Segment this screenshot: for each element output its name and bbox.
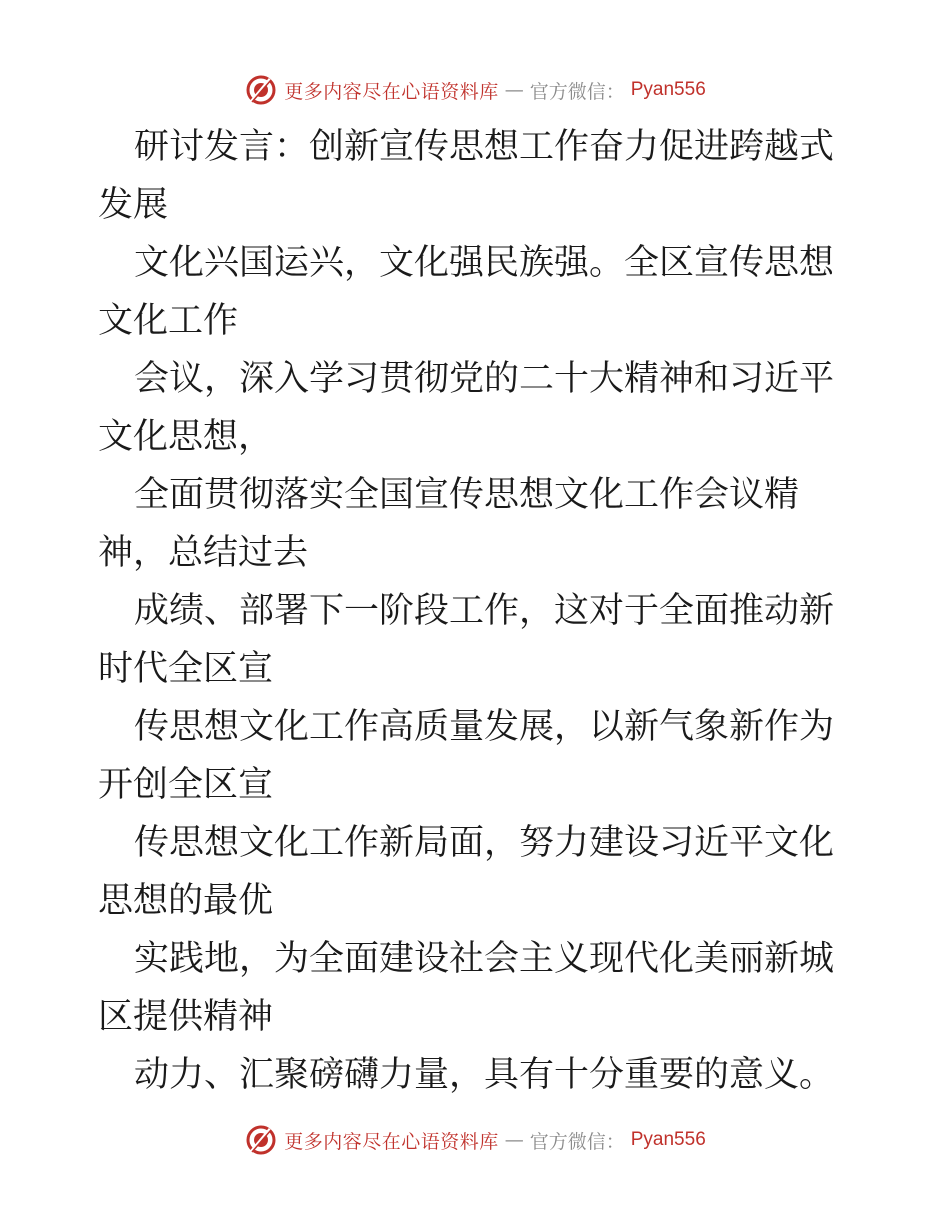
watermark-brand-text: 更多内容尽在心语资料库	[284, 80, 499, 103]
watermark-brand-text: 更多内容尽在心语资料库	[284, 1130, 499, 1153]
document-body	[98, 118, 852, 1104]
paragraph: 传思想文化工作新局面，努力建设习近平文化思想的最优	[98, 823, 835, 921]
paragraph: 动力、汇聚磅礴力量，具有十分重要的意义。	[134, 1055, 835, 1095]
watermark-dash: —	[504, 1129, 524, 1151]
watermark-official-label: 官方微信：	[529, 1130, 625, 1153]
quill-logo-icon	[244, 1123, 278, 1157]
footer-watermark	[0, 1120, 950, 1160]
paragraph: 实践地，为全面建设社会主义现代化美丽新城区提供精神	[98, 939, 835, 1037]
paragraph: 全面贯彻落实全国宣传思想文化工作会议精神，总结过去	[98, 475, 800, 573]
quill-logo-icon	[244, 73, 278, 107]
watermark-wechat-id: Pyan556	[630, 79, 706, 100]
paragraph: 成绩、部署下一阶段工作，这对于全面推动新时代全区宣	[98, 591, 835, 689]
watermark-wechat-id: Pyan556	[630, 1129, 706, 1150]
paragraph: 文化兴国运兴，文化强民族强。全区宣传思想文化工作	[98, 243, 835, 341]
paragraph: 会议，深入学习贯彻党的二十大精神和习近平文化思想，	[98, 359, 835, 457]
watermark-dash: —	[504, 79, 524, 101]
paragraph-title: 研讨发言：创新宣传思想工作奋力促进跨越式发展	[98, 127, 835, 225]
watermark-official-label: 官方微信：	[529, 80, 625, 103]
header-watermark	[0, 70, 950, 110]
paragraph: 传思想文化工作高质量发展，以新气象新作为开创全区宣	[98, 707, 835, 805]
